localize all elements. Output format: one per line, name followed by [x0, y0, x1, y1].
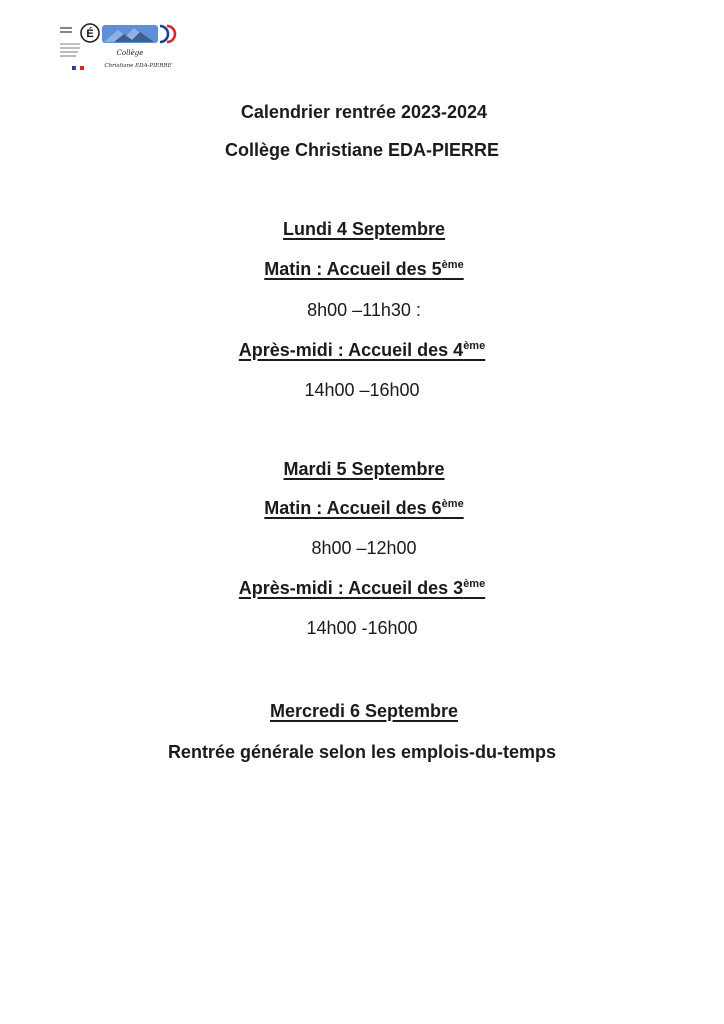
document-title: Calendrier rentrée 2023-2024	[240, 102, 488, 122]
day-1-date-text: Lundi 4 Septembre	[282, 219, 446, 239]
day-2-afternoon-label	[0, 577, 724, 599]
day-1-afternoon-label	[0, 339, 724, 361]
day-1-morning-time: 8h00 –11h30 :	[307, 300, 421, 320]
day-3-note: Rentrée générale selon les emplois-du-temps	[167, 742, 557, 762]
day-1-afternoon-sup: ème	[463, 340, 486, 352]
day-2-morning-text: Matin : Accueil des 6	[264, 498, 442, 518]
day-1-morning-label	[2, 258, 724, 280]
day-1-morning-text: Matin : Accueil des 5	[264, 259, 442, 279]
day-1-date	[2, 218, 724, 240]
day-2-afternoon-time: 14h00 -16h00	[306, 618, 418, 638]
day-2-morning-time: 8h00 –12h00	[311, 538, 417, 558]
day-2-morning-label	[2, 497, 724, 519]
day-1-afternoon-time: 14h00 –16h00	[304, 380, 420, 400]
school-name: Collège Christiane EDA-PIERRE	[224, 140, 500, 160]
day-3-date	[2, 700, 724, 722]
school-logo	[58, 22, 188, 78]
svg-text:Christiane EDA-PIERRE: Christiane EDA-PIERRE	[104, 63, 172, 69]
day-2-afternoon-sup: ème	[463, 578, 486, 590]
day-1-morning-sup: ème	[441, 259, 464, 271]
day-2-morning-sup: ème	[441, 498, 464, 510]
day-2-date	[2, 458, 724, 480]
day-2-afternoon-text: Après-midi : Accueil des 3	[238, 578, 464, 598]
day-2-date-text: Mardi 5 Septembre	[283, 459, 445, 479]
svg-text:Collège: Collège	[116, 49, 144, 57]
day-1-afternoon-text: Après-midi : Accueil des 4	[238, 340, 464, 360]
day-3-date-text: Mercredi 6 Septembre	[269, 701, 459, 721]
svg-text:É: É	[86, 28, 94, 40]
